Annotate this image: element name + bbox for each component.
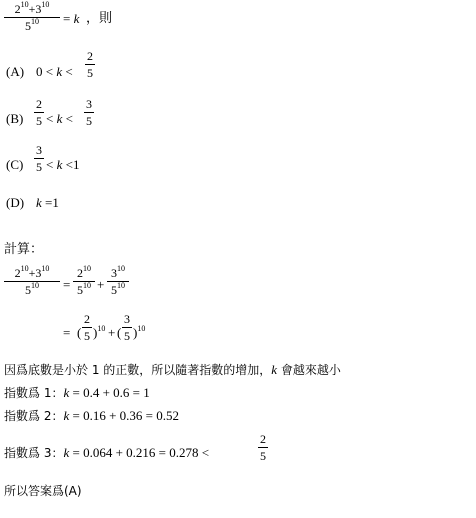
option-d-label: (D) <box>6 195 25 210</box>
step1-equals: = <box>63 277 71 292</box>
solution-exponent-1: 指數爲 1：k = 0.4 + 0.6 = 1 <box>4 385 150 400</box>
solution-reason: 因爲底數是小於 1 的正數，所以隨著指數的增加，k 會越來越小 <box>4 362 341 377</box>
option-a-fraction: 2 5 <box>87 49 93 80</box>
step2-close-paren-2: )$^{10}$ <box>133 324 146 340</box>
step2-open-paren-1: ( <box>77 325 82 340</box>
solution-exponent-3: 指數爲 3：k = 0.064 + 0.216 = 0.278 < <box>4 445 210 460</box>
step2-plus: + <box>108 325 116 340</box>
option-b-expression: < k < <box>46 111 73 126</box>
solution-answer: 所以答案爲(A) <box>4 484 82 498</box>
step1-lhs-fraction: $2^{10}+3^{10}$ $5^{10}$ <box>4 266 60 297</box>
question-then: ，則 <box>86 11 113 26</box>
step2-fraction-1: 2 5 <box>84 312 90 343</box>
question-equals: = k <box>63 11 80 26</box>
option-b-fraction-left: 2 5 <box>36 97 42 128</box>
option-d-expression: k =1 <box>36 195 59 210</box>
question-lhs-fraction: $2^{10}+3^{10}$ $5^{10}$ <box>4 2 60 33</box>
step1-plus: + <box>97 277 105 292</box>
step2-equals: = <box>63 325 71 340</box>
option-b-label: (B) <box>6 111 24 126</box>
option-b-fraction-right: 3 5 <box>86 97 92 128</box>
exponent-3-fraction: 2 5 <box>260 432 266 463</box>
option-c-fraction: 3 5 <box>36 143 42 174</box>
option-a-label: (A) <box>6 64 25 79</box>
step1-term2-fraction: $3^{10}$ $5^{10}$ <box>107 266 129 297</box>
step2-fraction-2: 3 5 <box>124 312 130 343</box>
option-c-expression: < k <1 <box>46 157 80 172</box>
solution-heading: 計算： <box>4 242 44 257</box>
solution-exponent-2: 指數爲 2：k = 0.16 + 0.36 = 0.52 <box>4 408 179 423</box>
step1-term1-fraction: $2^{10}$ $5^{10}$ <box>73 266 95 297</box>
option-c-label: (C) <box>6 157 24 172</box>
option-a-expression: 0 < k < <box>36 64 73 79</box>
step2-open-paren-2: ( <box>117 325 122 340</box>
step2-close-paren-1: )$^{10}$ <box>93 324 106 340</box>
